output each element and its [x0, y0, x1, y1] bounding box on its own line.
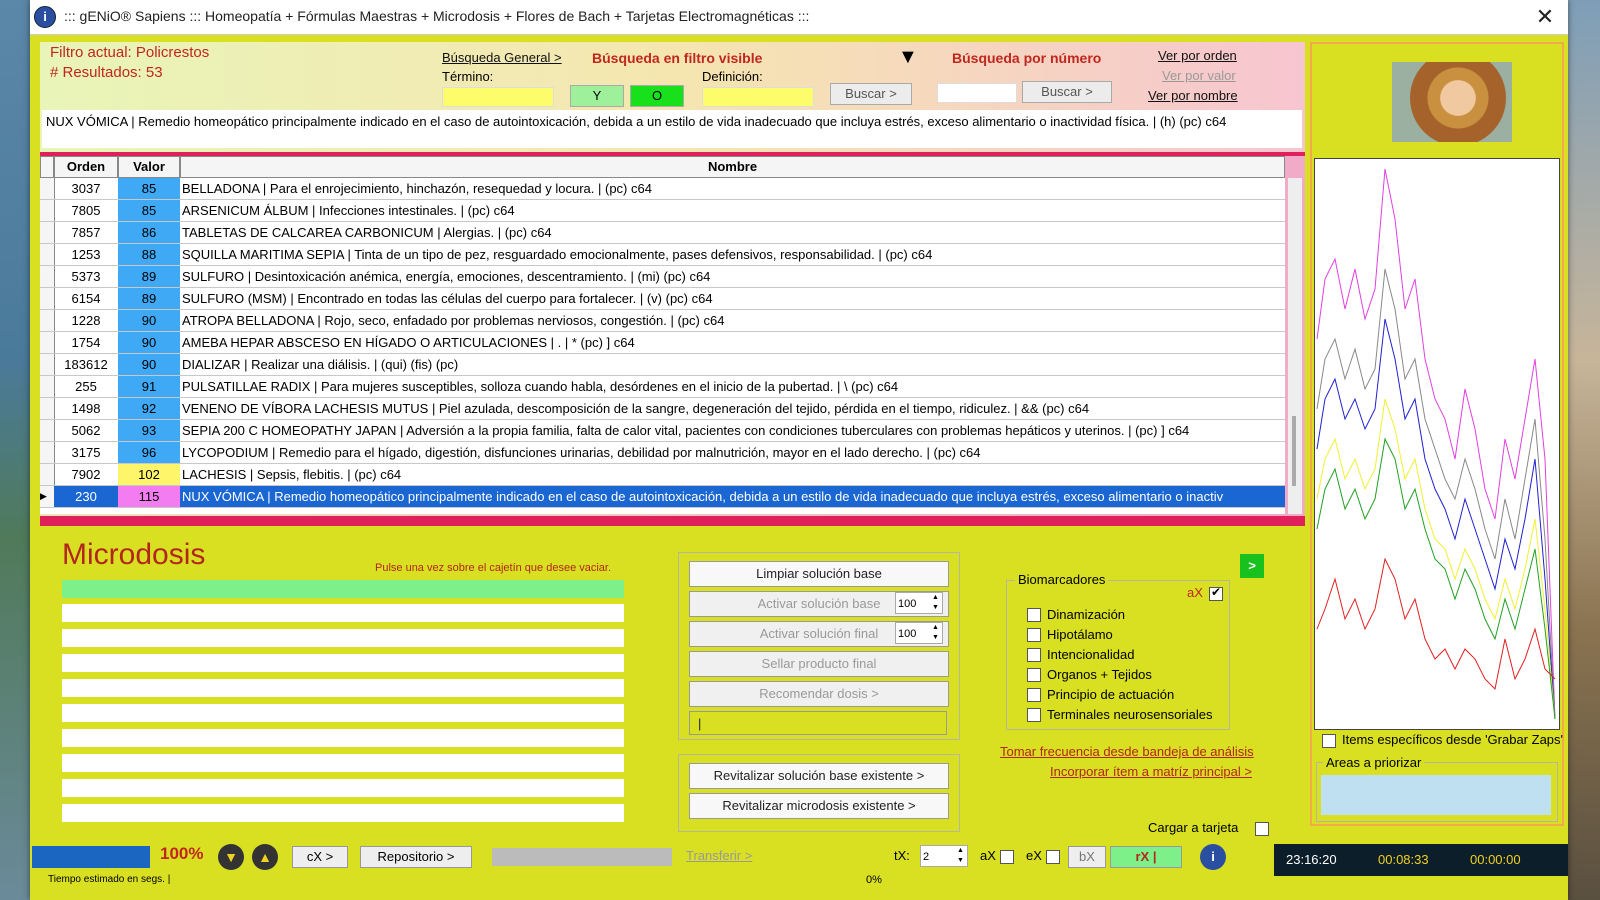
cx-button[interactable]: cX > — [292, 846, 348, 868]
table-row[interactable] — [40, 244, 1285, 266]
transfer-progress — [492, 848, 672, 866]
revitalize-controls — [678, 754, 960, 832]
cell-name: ARSENICUM ÁLBUM | Infecciones intestinales. | (pc) c64 — [182, 203, 515, 218]
microdosis-panel — [40, 530, 678, 828]
bio-label-2: Hipotálamo — [1047, 627, 1113, 642]
and-button[interactable]: Y — [570, 85, 624, 107]
estimated-time-label: Tiempo estimado en segs. | — [48, 874, 171, 885]
table-row[interactable] — [40, 354, 1285, 376]
bio-checkbox-4[interactable] — [1027, 668, 1041, 682]
bio-label-4: Organos + Tejidos — [1047, 667, 1152, 682]
go-button[interactable]: > — [1240, 554, 1264, 578]
column-header-name[interactable]: Nombre — [180, 156, 1285, 178]
row-selector[interactable] — [40, 288, 55, 309]
rx-button[interactable]: rX | — [1110, 846, 1182, 868]
microdosis-slot-7[interactable] — [62, 729, 624, 747]
table-row[interactable] — [40, 420, 1285, 442]
results-table-area — [40, 156, 1305, 526]
elapsed-time: 00:08:33 — [1378, 852, 1429, 867]
cell-order: 5062 — [54, 420, 119, 441]
row-selector[interactable] — [40, 376, 55, 397]
table-row[interactable] — [40, 486, 1285, 508]
frequency-chart-svg — [1315, 159, 1559, 729]
repository-button[interactable]: Repositorio > — [360, 846, 472, 868]
cell-name: TABLETAS DE CALCAREA CARBONICUM | Alergias. | (pc) c64 — [182, 225, 552, 240]
cell-value: 93 — [118, 420, 180, 441]
cell-value: 85 — [118, 178, 180, 199]
cell-value: 115 — [118, 486, 180, 507]
tx-stepper[interactable]: 2 ▲▼ — [920, 845, 968, 867]
definition-input[interactable] — [702, 87, 814, 107]
row-selector[interactable] — [40, 244, 55, 265]
microdosis-title: Microdosis — [62, 538, 206, 571]
dose-field[interactable]: | — [689, 711, 947, 735]
cell-value: 90 — [118, 310, 180, 331]
bio-label-3: Intencionalidad — [1047, 647, 1135, 662]
cell-value: 89 — [118, 266, 180, 287]
row-selector[interactable] — [40, 266, 55, 287]
visible-search-label: Búsqueda en filtro visible — [592, 50, 763, 66]
bio-label-6: Terminales neurosensoriales — [1047, 707, 1213, 722]
cell-order: 1498 — [54, 398, 119, 419]
description-text: NUX VÓMICA | Remedio homeopático principalmente indicado en el caso de autointoxicación, debida a un estilo de vida inadecuado que incluya estrés, exceso alimentario o inactividad física. | (h) (pc) c64 — [46, 114, 1227, 129]
info-icon[interactable]: i — [1200, 844, 1226, 870]
app-window — [30, 0, 1568, 900]
cell-value: 88 — [118, 244, 180, 265]
activate-base-stepper[interactable]: 100 ▲▼ — [895, 592, 943, 614]
cell-name: SEPIA 200 C HOMEOPATHY JAPAN | Adversión a la propia familia, falta de calor vital, pacientes con condiciones tuberculares con problemas hepáticos y uterinos. | (pc) ] c64 — [182, 423, 1190, 438]
scrollbar-thumb[interactable] — [1292, 416, 1296, 486]
microdosis-slot-1[interactable] — [62, 580, 624, 598]
cell-order: 3037 — [54, 178, 119, 199]
bio-checkbox-1[interactable] — [1027, 608, 1041, 622]
bio-checkbox-6[interactable] — [1027, 708, 1041, 722]
row-selector[interactable] — [40, 332, 55, 353]
ex-status-label: eX — [1026, 848, 1042, 863]
description-box — [42, 110, 1302, 148]
table-row[interactable] — [40, 222, 1285, 244]
table-row[interactable] — [40, 200, 1285, 222]
number-search-button[interactable]: Buscar > — [1022, 81, 1112, 103]
results-grid[interactable] — [40, 156, 1285, 514]
term-label: Término: — [442, 69, 494, 84]
ax-checkbox[interactable] — [1209, 587, 1223, 601]
row-selector-header — [40, 156, 54, 178]
filter-panel — [40, 42, 1305, 156]
or-button[interactable]: O — [630, 85, 684, 107]
microdosis-slot-5[interactable] — [62, 679, 624, 697]
cell-order: 1228 — [54, 310, 119, 331]
clear-base-button[interactable]: Limpiar solución base — [689, 561, 949, 587]
ax-label: aX — [1187, 585, 1203, 600]
row-selector[interactable] — [40, 398, 55, 419]
cell-order: 230 — [54, 486, 119, 507]
desktop-right-edge — [1568, 0, 1600, 900]
table-row[interactable] — [40, 178, 1285, 200]
transfer-link[interactable]: Transferir > — [686, 848, 753, 863]
row-selector[interactable]: ▶ — [40, 486, 55, 507]
bio-checkbox-2[interactable] — [1027, 628, 1041, 642]
row-selector[interactable] — [40, 464, 55, 485]
close-icon[interactable]: ✕ — [1535, 4, 1555, 29]
timers-panel — [1274, 844, 1568, 876]
portrait-image — [1392, 62, 1512, 142]
cell-value: 96 — [118, 442, 180, 463]
remaining-time: 00:00:00 — [1470, 852, 1521, 867]
table-row[interactable] — [40, 332, 1285, 354]
cell-name: ATROPA BELLADONA | Rojo, seco, enfadado por problemas nerviosos, congestión. | (pc) c64 — [182, 313, 725, 328]
cell-order: 1253 — [54, 244, 119, 265]
right-panel — [1310, 42, 1564, 826]
solution-controls — [678, 552, 960, 740]
load-card-checkbox[interactable] — [1255, 822, 1269, 836]
column-header-order[interactable]: Orden — [54, 156, 118, 178]
row-selector[interactable] — [40, 354, 55, 375]
table-row[interactable] — [40, 442, 1285, 464]
general-search-link[interactable]: Búsqueda General > — [442, 50, 562, 65]
ax-status-checkbox[interactable] — [1000, 850, 1014, 864]
incorporate-link[interactable]: Incorporar ítem a matríz principal > — [1050, 764, 1252, 779]
areas-group — [1316, 755, 1558, 822]
row-selector[interactable] — [40, 200, 55, 221]
desktop-left-edge — [0, 0, 30, 900]
down-arrow-icon[interactable]: ▼ — [218, 844, 244, 870]
cell-name: PULSATILLAE RADIX | Para mujeres susceptibles, solloza cuando habla, desórdenes en el inicio de la pubertad. | \ (pc) c64 — [182, 379, 899, 394]
progress-bar — [32, 846, 150, 868]
row-selector[interactable] — [40, 442, 55, 463]
take-frequency-link[interactable]: Tomar frecuencia desde bandeja de análisis — [1000, 744, 1254, 759]
cell-name: SQUILLA MARITIMA SEPIA | Tinta de un tipo de pez, resguardado emocionalmente, pases defensivos, responsabilidad. | (pc) c64 — [182, 247, 933, 262]
microdosis-slot-8[interactable] — [62, 754, 624, 772]
cell-value: 102 — [118, 464, 180, 485]
cell-value: 86 — [118, 222, 180, 243]
revitalize-micro-button[interactable]: Revitalizar microdosis existente > — [689, 793, 949, 819]
bio-checkbox-5[interactable] — [1027, 688, 1041, 702]
cell-value: 92 — [118, 398, 180, 419]
recommend-dose-button[interactable]: Recomendar dosis > — [689, 681, 949, 707]
bio-label-1: Dinamización — [1047, 607, 1126, 622]
cell-value: 85 — [118, 200, 180, 221]
cell-name: NUX VÓMICA | Remedio homeopático principalmente indicado en el caso de autointoxicación, debida a un estilo de vida inadecuado que incluya estrés, exceso alimentario o inactiv — [182, 489, 1224, 504]
column-header-value[interactable]: Valor — [118, 156, 180, 178]
microdosis-slot-4[interactable] — [62, 654, 624, 672]
ex-status-checkbox[interactable] — [1046, 850, 1060, 864]
cell-name: SULFURO (MSM) | Encontrado en todas las células del cuerpo para fortalecer. | (v) (pc) c64 — [182, 291, 713, 306]
microdosis-slot-9[interactable] — [62, 779, 624, 797]
microdosis-slot-6[interactable] — [62, 704, 624, 722]
cell-name: LYCOPODIUM | Remedio para el hígado, digestión, disfunciones urinarias, debilidad por malnutrición, mayor en el lado derecho. | (pc) c64 — [182, 445, 981, 460]
status-bar — [30, 840, 1568, 900]
cell-name: DIALIZAR | Realizar una diálisis. | (qui) (fis) (pc) — [182, 357, 459, 372]
see-by-order-link[interactable]: Ver por orden — [1158, 48, 1237, 63]
row-selector[interactable] — [40, 310, 55, 331]
table-row[interactable] — [40, 376, 1285, 398]
biomarkers-legend: Biomarcadores — [1015, 572, 1108, 587]
table-row[interactable] — [40, 288, 1285, 310]
app-info-icon[interactable]: i — [34, 6, 56, 28]
cell-value: 90 — [118, 354, 180, 375]
definition-label: Definición: — [702, 69, 763, 84]
cell-order: 7902 — [54, 464, 119, 485]
table-row[interactable] — [40, 464, 1285, 486]
cell-order: 255 — [54, 376, 119, 397]
bx-button[interactable]: bX — [1068, 846, 1106, 868]
cell-order: 1754 — [54, 332, 119, 353]
cell-name: BELLADONA | Para el enrojecimiento, hinchazón, resequedad y locura. | (pc) c64 — [182, 181, 652, 196]
see-by-value-link[interactable]: Ver por valor — [1162, 68, 1236, 83]
ax-status-label: aX — [980, 848, 996, 863]
row-selector[interactable] — [40, 420, 55, 441]
revitalize-base-button[interactable]: Revitalizar solución base existente > — [689, 763, 949, 789]
activate-base-button[interactable]: Activar solución base — [689, 591, 949, 617]
areas-list[interactable] — [1321, 775, 1551, 815]
cell-value: 90 — [118, 332, 180, 353]
cell-name: VENENO DE VÍBORA LACHESIS MUTUS | Piel azulada, descomposición de la sangre, degeneración del tejido, pérdida en el tiempo, ridiculez. | && (pc) c64 — [182, 401, 1090, 416]
progress-label: 0% — [866, 874, 882, 886]
search-button[interactable]: Buscar > — [830, 83, 912, 105]
areas-legend: Areas a priorizar — [1323, 755, 1424, 770]
window-title: ::: gENiO® Sapiens ::: Homeopatía + Fórmulas Maestras + Microdosis + Flores de Bach + Tarjetas Electromagnéticas ::: — [64, 8, 810, 24]
row-selector[interactable] — [40, 222, 55, 243]
cell-value: 91 — [118, 376, 180, 397]
number-search-label: Búsqueda por número — [952, 50, 1102, 66]
up-arrow-icon[interactable]: ▲ — [252, 844, 278, 870]
cell-value: 89 — [118, 288, 180, 309]
number-input[interactable] — [937, 83, 1017, 103]
term-input[interactable] — [442, 87, 554, 107]
cell-name: SULFURO | Desintoxicación anémica, energía, emociones, descentramiento. | (mi) (pc) c64 — [182, 269, 711, 284]
cell-name: AMEBA HEPAR ABSCESO EN HÍGADO O ARTICULACIONES | . | * (pc) ] c64 — [182, 335, 635, 350]
microdosis-slot-10[interactable] — [62, 804, 624, 822]
cell-order: 6154 — [54, 288, 119, 309]
microdosis-hint: Pulse una vez sobre el cajetín que desee vaciar. — [375, 562, 612, 574]
microdosis-slot-3[interactable] — [62, 629, 624, 647]
table-row[interactable] — [40, 266, 1285, 288]
specific-items-checkbox[interactable] — [1322, 734, 1336, 748]
see-by-name-link[interactable]: Ver por nombre — [1148, 88, 1238, 103]
bio-label-5: Principio de actuación — [1047, 687, 1175, 702]
row-selector[interactable] — [40, 178, 55, 199]
current-filter: Filtro actual: Policrestos — [50, 44, 210, 61]
cell-order: 3175 — [54, 442, 119, 463]
cell-order: 5373 — [54, 266, 119, 287]
results-count: # Resultados: 53 — [50, 64, 163, 81]
specific-items-label: Items específicos desde 'Grabar Zaps' — [1342, 732, 1564, 747]
cell-order: 7857 — [54, 222, 119, 243]
table-row[interactable] — [40, 310, 1285, 332]
bio-checkbox-3[interactable] — [1027, 648, 1041, 662]
activate-final-stepper[interactable]: 100 ▲▼ — [895, 622, 943, 644]
filter-icon[interactable]: ▼ — [898, 46, 918, 68]
title-bar — [30, 0, 1568, 35]
load-card-label: Cargar a tarjeta — [1148, 820, 1239, 835]
progress-percent: 100% — [160, 844, 204, 863]
microdosis-slot-2[interactable] — [62, 604, 624, 622]
biomarkers-group — [1006, 572, 1230, 730]
clock-time: 23:16:20 — [1286, 852, 1337, 867]
seal-final-button[interactable]: Sellar producto final — [689, 651, 949, 677]
activate-final-button[interactable]: Activar solución final — [689, 621, 949, 647]
table-row[interactable] — [40, 398, 1285, 420]
cell-order: 7805 — [54, 200, 119, 221]
tx-label: tX: — [894, 848, 910, 863]
frequency-chart — [1314, 158, 1560, 730]
cell-order: 183612 — [54, 354, 119, 375]
cell-name: LACHESIS | Sepsis, flebitis. | (pc) c64 — [182, 467, 402, 482]
